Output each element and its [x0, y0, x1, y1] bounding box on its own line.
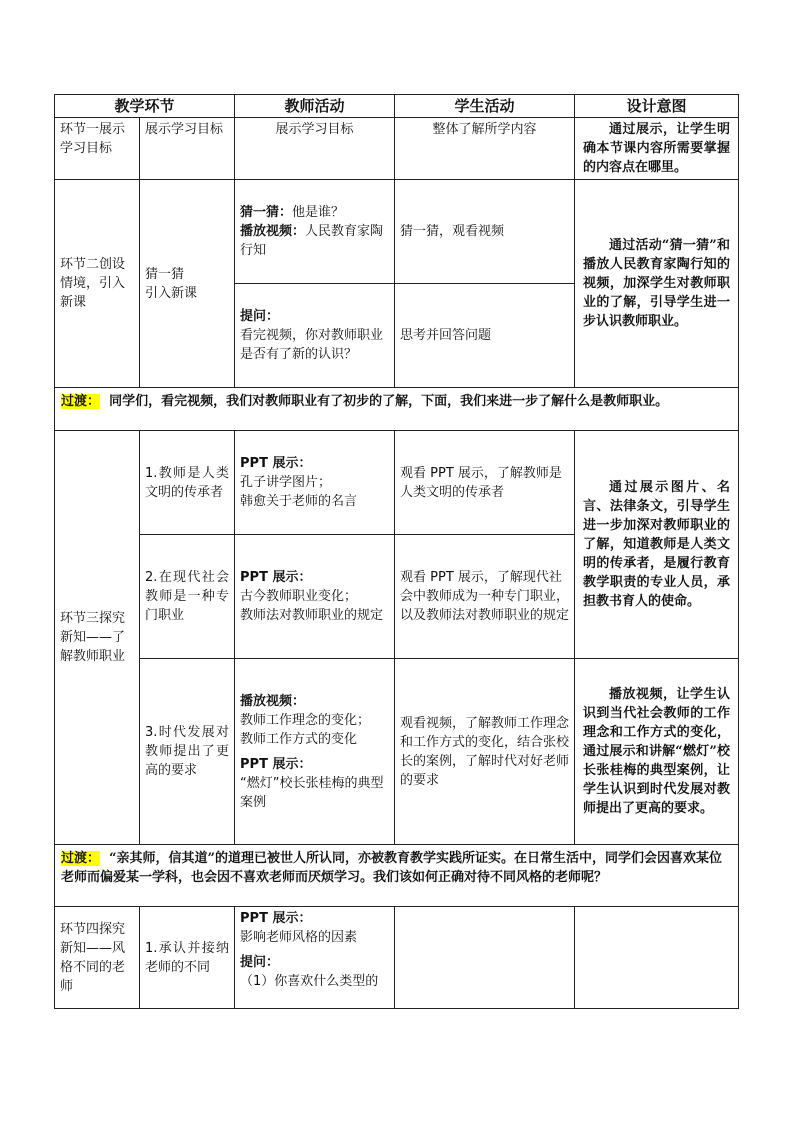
section2-design: 通过活动“猜一猜”和播放人民教育家陶行知的视频，加深学生对教师职业的了解，引导学生进一步认识教师职业。 [575, 180, 739, 388]
question-text: 看完视频，你对教师职业是否有了新的认识？ [240, 328, 384, 362]
guess-text: 他是谁？ [292, 205, 345, 220]
section4-design [575, 907, 739, 1009]
transition-text-2: “亲其师，信其道”的道理已被世人所认同，亦被教育教学实践所证实。在日常生活中，同学们会因喜欢某位老师而偏爱某一学科，也会因不喜欢老师而厌烦学习。我们该如何正确对待不同风格的老师呢？ [61, 851, 723, 885]
section3-transition [55, 845, 739, 907]
section4-stage: 环节四探究新知——风格不同的老师 [55, 907, 140, 1009]
video-text: 人民教育家陶行知 [240, 224, 384, 258]
section2-row1 [55, 180, 739, 284]
ppt4-line1: 影响老师风格的因素 [240, 930, 358, 945]
header-student: 学生活动 [395, 95, 575, 118]
section3-transition-row [55, 845, 739, 907]
section2-topic-line1: 猜一猜 [145, 266, 185, 282]
video3-line1: 教师工作理念的变化； [240, 712, 371, 728]
section4-topic: 1.承认并接纳老师的不同 [140, 907, 235, 1009]
guess-label: 猜一猜： [240, 205, 293, 220]
section3-teacher1 [235, 431, 395, 535]
section2-teacher2 [235, 284, 395, 388]
section4-row [55, 907, 739, 1009]
transition-label-2: 过渡： [61, 851, 101, 866]
section3-stage: 环节三探究新知——了解教师职业 [55, 431, 140, 845]
section3-student2: 观看 PPT 展示，了解现代社会中教师成为一种专门职业，以及教师法对教师职业的规定 [395, 535, 575, 659]
section3-row1 [55, 431, 739, 535]
ppt-label-2: PPT 展示： [240, 570, 312, 585]
video-label-3: 播放视频： [240, 693, 306, 709]
section2-student2: 思考并回答问题 [395, 284, 575, 388]
transition-text: 同学们，看完视频，我们对教师职业有了初步的了解，下面，我们来进一步了解什么是教师职业。 [109, 394, 669, 409]
section1-design: 通过展示，让学生明确本节课内容所需要掌握的内容点在哪里。 [575, 118, 739, 180]
section1-student: 整体了解所学内容 [395, 118, 575, 180]
video-label: 播放视频： [240, 224, 306, 239]
question-label: 提问： [240, 309, 280, 324]
section3-student3: 观看视频，了解教师工作理念和工作方式的变化，结合张校长的案例，了解时代对好老师的要求 [395, 659, 575, 845]
video3-line2: 教师工作方式的变化 [240, 731, 358, 747]
section1-teacher: 展示学习目标 [235, 118, 395, 180]
question-label-4: 提问： [240, 955, 280, 970]
ppt2-line1: 古今教师职业变化； [240, 589, 358, 604]
section3-design1: 通过展示图片、名言、法律条文，引导学生进一步加深对教师职业的了解，知道教师是人类文明的传承者，是履行教育教学职责的专业人员，承担教书育人的使命。 [575, 431, 739, 659]
section3-teacher3 [235, 659, 395, 845]
section2-teacher1 [235, 180, 395, 284]
ppt1-line1: 孔子讲学图片； [240, 475, 332, 490]
section3-topic2: 2.在现代社会教师是一种专门职业 [140, 535, 235, 659]
ppt2-line2: 教师法对教师职业的规定 [240, 608, 384, 623]
ppt-label-3: PPT 展示： [240, 756, 312, 772]
section2-transition-row [55, 388, 739, 431]
section1-topic: 展示学习目标 [140, 118, 235, 180]
section3-topic1: 1.教师是人类文明的传承者 [140, 431, 235, 535]
section3-row3 [55, 659, 739, 845]
section3-design3: 播放视频，让学生认识到当代社会教师的工作理念和工作方式的变化，通过展示和讲解“燃灯”校长张桂梅的典型案例，让学生认识到时代发展对教师提出了更高的要求。 [575, 659, 739, 845]
section4-student [395, 907, 575, 1009]
question4-line: （1）你喜欢什么类型的 [240, 974, 379, 989]
ppt3-line3: “燃灯”校长张桂梅的典型案例 [240, 775, 384, 810]
section4-teacher [235, 907, 395, 1009]
ppt-label-4: PPT 展示： [240, 911, 312, 926]
section3-teacher2 [235, 535, 395, 659]
section1-stage: 环节一展示学习目标 [55, 118, 140, 180]
section2-stage: 环节二创设情境，引入新课 [55, 180, 140, 388]
ppt1-line2: 韩愈关于老师的名言 [240, 494, 358, 509]
header-row [55, 95, 739, 118]
header-design: 设计意图 [575, 95, 739, 118]
section3-student1: 观看 PPT 展示，了解教师是人类文明的传承者 [395, 431, 575, 535]
section2-topic [140, 180, 235, 388]
transition-label: 过渡： [61, 394, 101, 409]
section1-row [55, 118, 739, 180]
section3-topic3: 3.时代发展对教师提出了更高的要求 [140, 659, 235, 845]
header-stage: 教学环节 [55, 95, 235, 118]
ppt-label-1: PPT 展示： [240, 456, 312, 471]
section2-transition [55, 388, 739, 431]
lesson-plan-table [54, 94, 739, 1009]
section2-student1: 猜一猜，观看视频 [395, 180, 575, 284]
header-teacher: 教师活动 [235, 95, 395, 118]
section2-topic-line2: 引入新课 [145, 285, 198, 301]
